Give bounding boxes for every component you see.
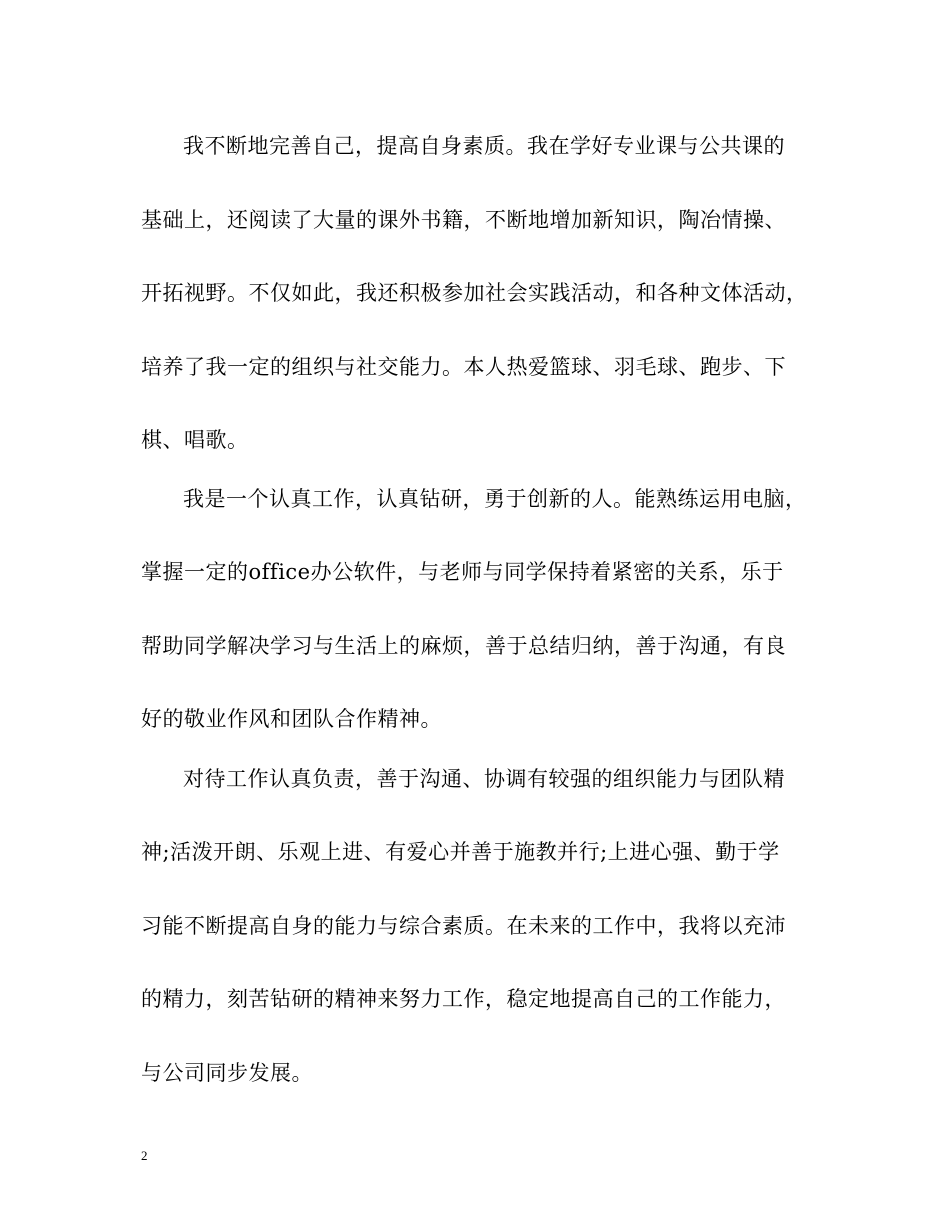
paragraph-line: 习能不断提高自身的能力与综合素质。在未来的工作中，我将以充沛: [141, 914, 786, 938]
paragraph-line: 对待工作认真负责，善于沟通、协调有较强的组织能力与团队精: [183, 767, 785, 791]
paragraph-line: 好的敬业作风和团队合作精神。: [141, 707, 442, 731]
paragraph-line: 掌握一定的office办公软件，与老师与同学保持着紧密的关系，乐于: [141, 560, 784, 584]
paragraph-line: 基础上，还阅读了大量的课外书籍，不断地增加新知识，陶冶情操、: [141, 208, 786, 232]
paragraph-line: 我不断地完善自己，提高自身素质。我在学好专业课与公共课的: [183, 134, 785, 158]
page-number: 2: [141, 1148, 148, 1163]
paragraph-line: 神;活泼开朗、乐观上进、有爱心并善于施教并行;上进心强、勤于学: [141, 840, 780, 864]
paragraph-line: 帮助同学解决学习与生活上的麻烦，善于总结归纳，善于沟通，有良: [141, 634, 786, 658]
paragraph-line: 开拓视野。不仅如此，我还积极参加社会实践活动，和各种文体活动，: [141, 281, 808, 305]
paragraph-line: 我是一个认真工作，认真钻研，勇于创新的人。能熟练运用电脑，: [183, 487, 807, 511]
paragraph-line: 与公司同步发展。: [141, 1061, 313, 1085]
paragraph-line: 的精力，刻苦钻研的精神来努力工作，稳定地提高自己的工作能力，: [141, 987, 786, 1011]
paragraph-line: 棋、唱歌。: [141, 428, 249, 452]
paragraph-line: 培养了我一定的组织与社交能力。本人热爱篮球、羽毛球、跑步、下: [141, 355, 786, 379]
